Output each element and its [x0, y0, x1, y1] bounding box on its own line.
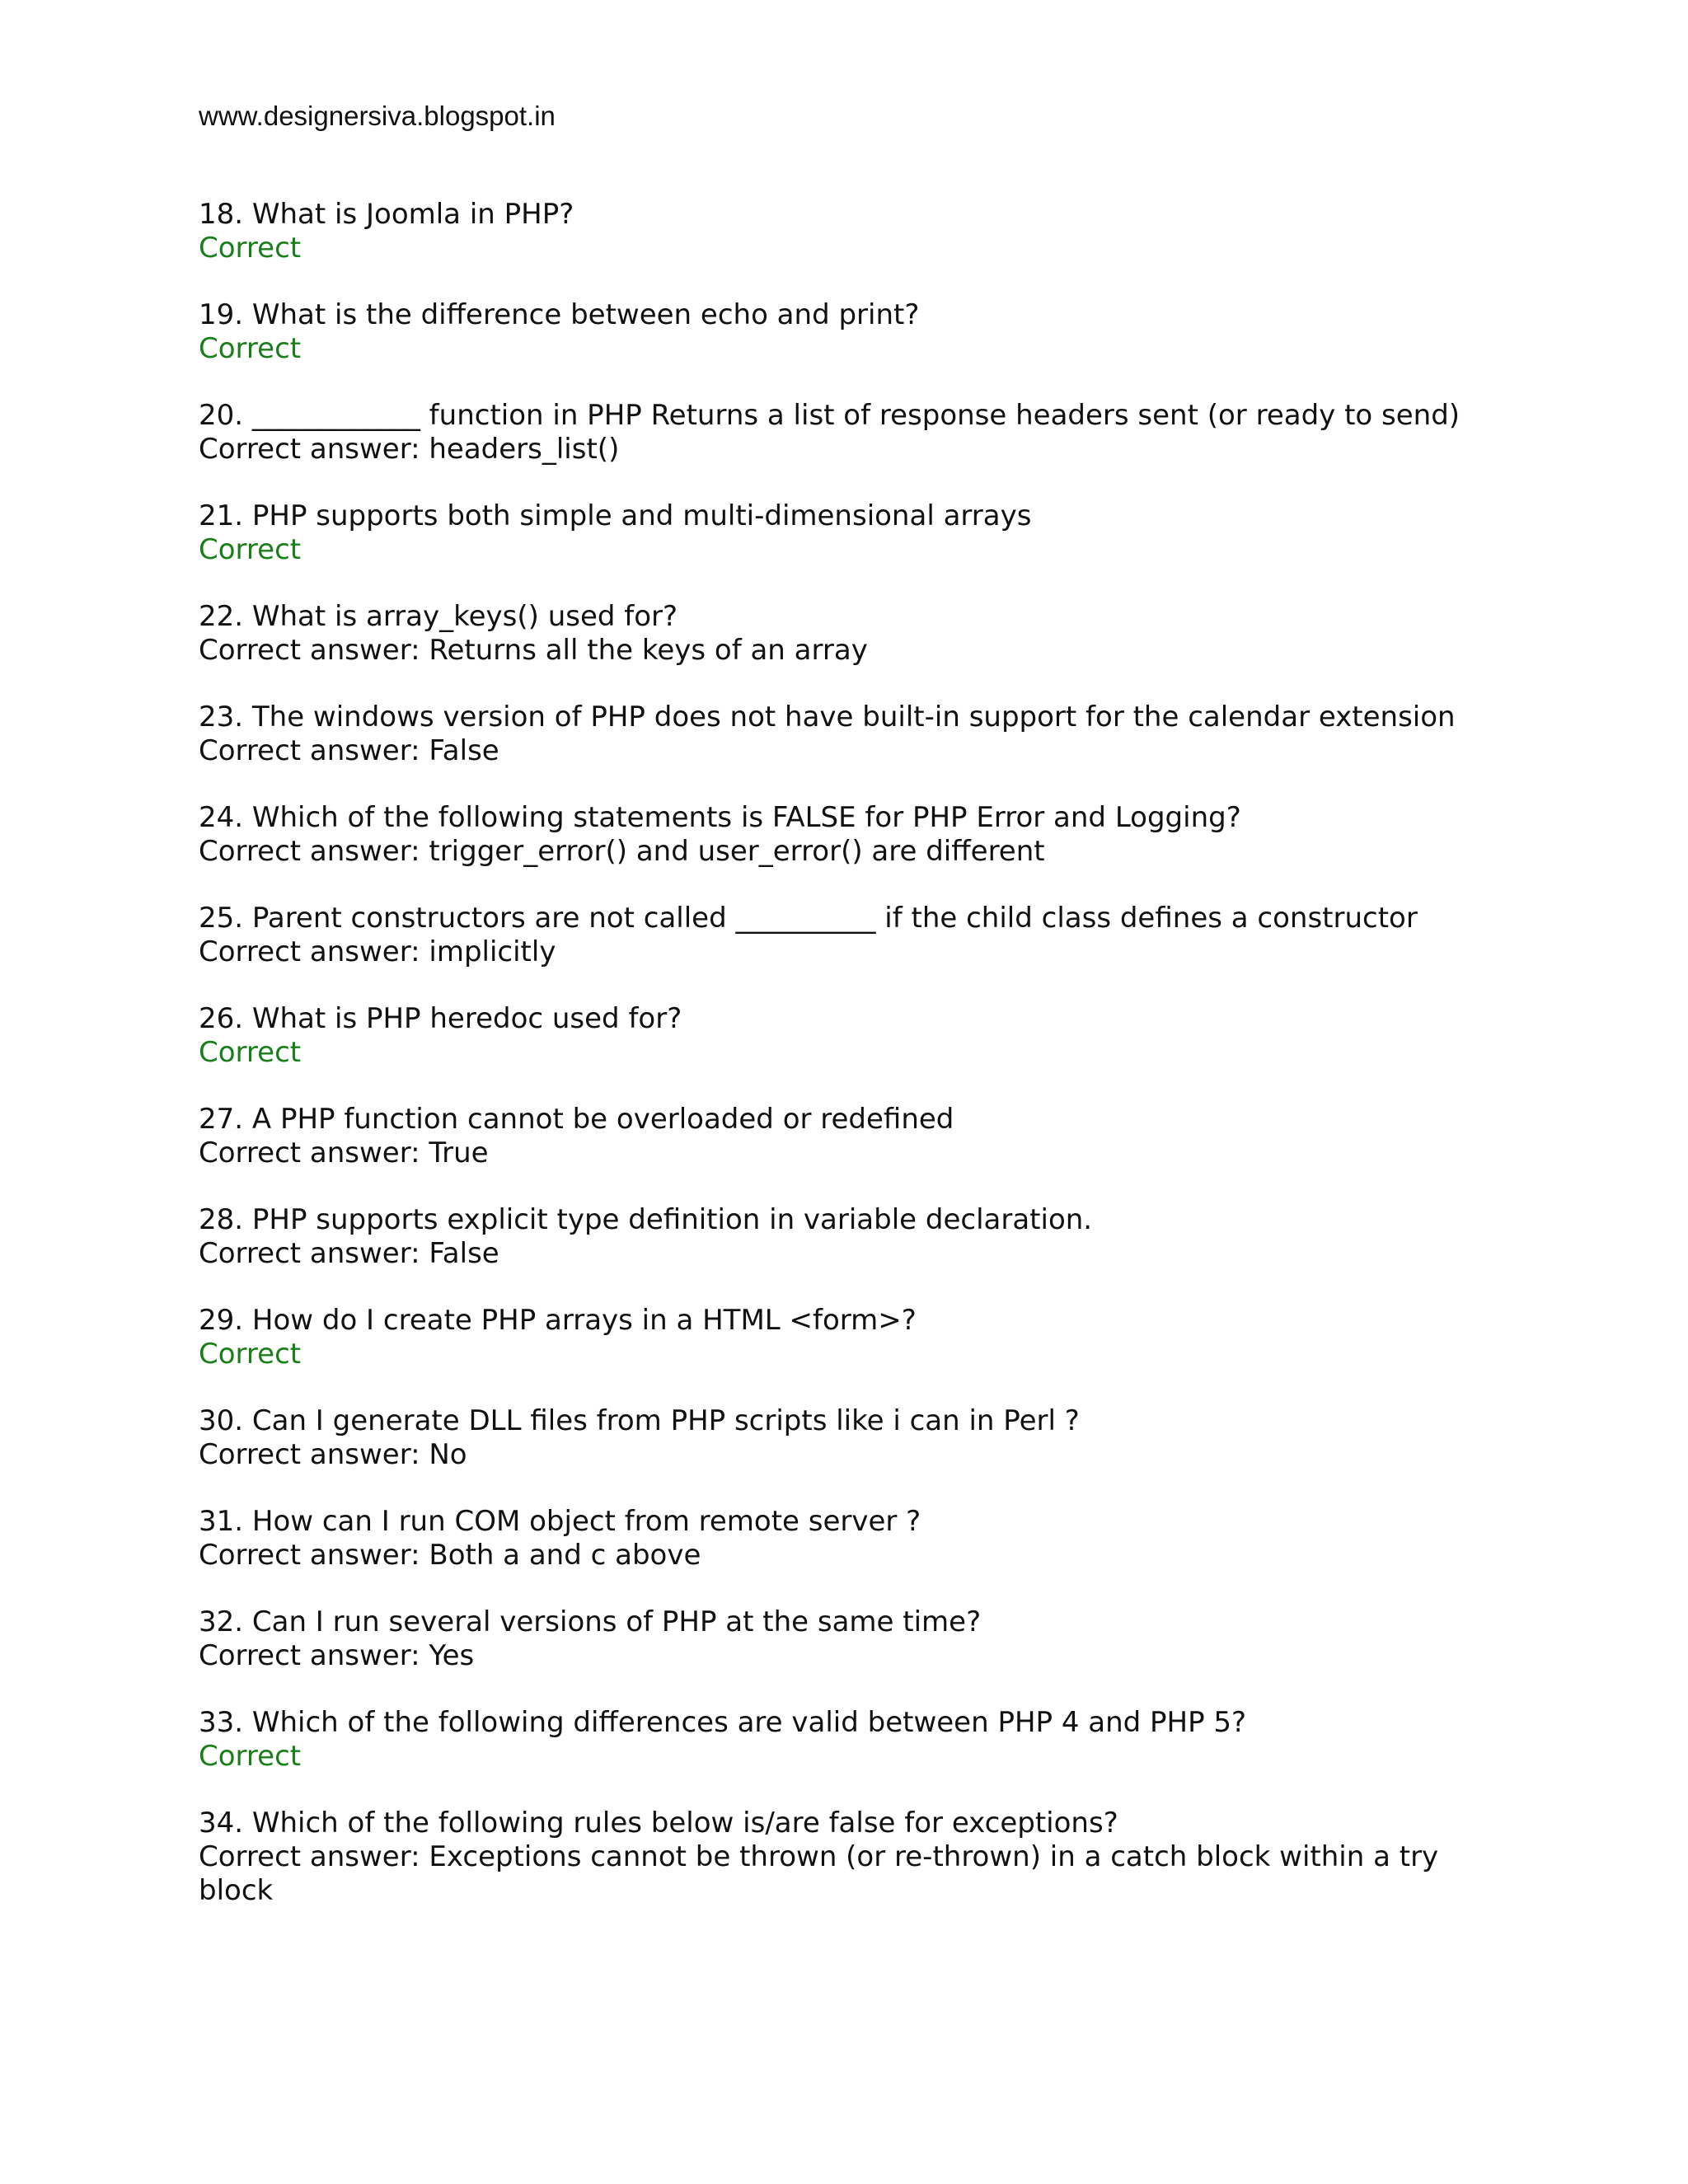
question-text: 33. Which of the following differences are valid between PHP 4 and PHP 5?	[199, 1706, 1247, 1739]
correct-answer-text: Correct answer: implicitly	[199, 935, 556, 968]
correct-label: Correct	[199, 232, 302, 265]
question-text: 19. What is the difference between echo and print?	[199, 298, 920, 331]
question-item	[199, 600, 1484, 668]
question-text: 25. Parent constructors are not called __________ if the child class defines a constructor	[199, 902, 1418, 935]
question-item	[199, 1203, 1484, 1271]
site-url-header: www.designersiva.blogspot.in	[199, 101, 556, 131]
question-item	[199, 1103, 1484, 1170]
question-text: 31. How can I run COM object from remote server ?	[199, 1505, 921, 1538]
question-text: 24. Which of the following statements is FALSE for PHP Error and Logging?	[199, 801, 1241, 834]
correct-label: Correct	[199, 1740, 302, 1773]
correct-answer-text: Correct answer: trigger_error() and user_error() are different	[199, 835, 1045, 868]
question-item	[199, 1807, 1484, 1908]
correct-answer-text: Correct answer: Yes	[199, 1639, 475, 1672]
question-item	[199, 298, 1484, 366]
question-item	[199, 801, 1484, 869]
question-item	[199, 198, 1484, 265]
question-text: 26. What is PHP heredoc used for?	[199, 1002, 682, 1035]
question-list	[199, 198, 1484, 1941]
correct-answer-text: Correct answer: headers_list()	[199, 433, 620, 466]
question-text: 27. A PHP function cannot be overloaded or redefined	[199, 1103, 954, 1136]
correct-label: Correct	[199, 332, 302, 365]
correct-label: Correct	[199, 533, 302, 566]
question-item	[199, 1304, 1484, 1371]
question-text: 18. What is Joomla in PHP?	[199, 198, 574, 231]
question-text: 20. ____________ function in PHP Returns a list of response headers sent (or ready to send)	[199, 399, 1461, 432]
question-text: 21. PHP supports both simple and multi-dimensional arrays	[199, 499, 1032, 532]
question-item	[199, 1404, 1484, 1472]
question-text: 28. PHP supports explicit type definition in variable declaration.	[199, 1203, 1093, 1236]
question-text: 34. Which of the following rules below is/are false for exceptions?	[199, 1807, 1118, 1840]
question-text: 29. How do I create PHP arrays in a HTML <form>?	[199, 1304, 917, 1337]
question-text: 30. Can I generate DLL files from PHP scripts like i can in Perl ?	[199, 1404, 1080, 1437]
question-item	[199, 399, 1484, 466]
correct-label: Correct	[199, 1338, 302, 1371]
question-item	[199, 499, 1484, 567]
question-text: 22. What is array_keys() used for?	[199, 600, 678, 633]
correct-label: Correct	[199, 1036, 302, 1069]
correct-answer-text: Correct answer: False	[199, 1237, 499, 1270]
correct-answer-text: Correct answer: False	[199, 734, 499, 767]
question-text: 32. Can I run several versions of PHP at the same time?	[199, 1605, 982, 1638]
question-text: 23. The windows version of PHP does not have built-in support for the calendar extension	[199, 701, 1456, 733]
question-item	[199, 1002, 1484, 1070]
question-item	[199, 1605, 1484, 1673]
correct-answer-text: Correct answer: Both a and c above	[199, 1539, 701, 1572]
question-item	[199, 1505, 1484, 1572]
question-item	[199, 902, 1484, 969]
correct-answer-text: Correct answer: Returns all the keys of an array	[199, 634, 868, 667]
correct-answer-text: Correct answer: Exceptions cannot be thrown (or re-thrown) in a catch block within a try block	[199, 1840, 1439, 1907]
question-item	[199, 701, 1484, 768]
question-item	[199, 1706, 1484, 1774]
correct-answer-text: Correct answer: No	[199, 1438, 467, 1471]
correct-answer-text: Correct answer: True	[199, 1137, 489, 1169]
